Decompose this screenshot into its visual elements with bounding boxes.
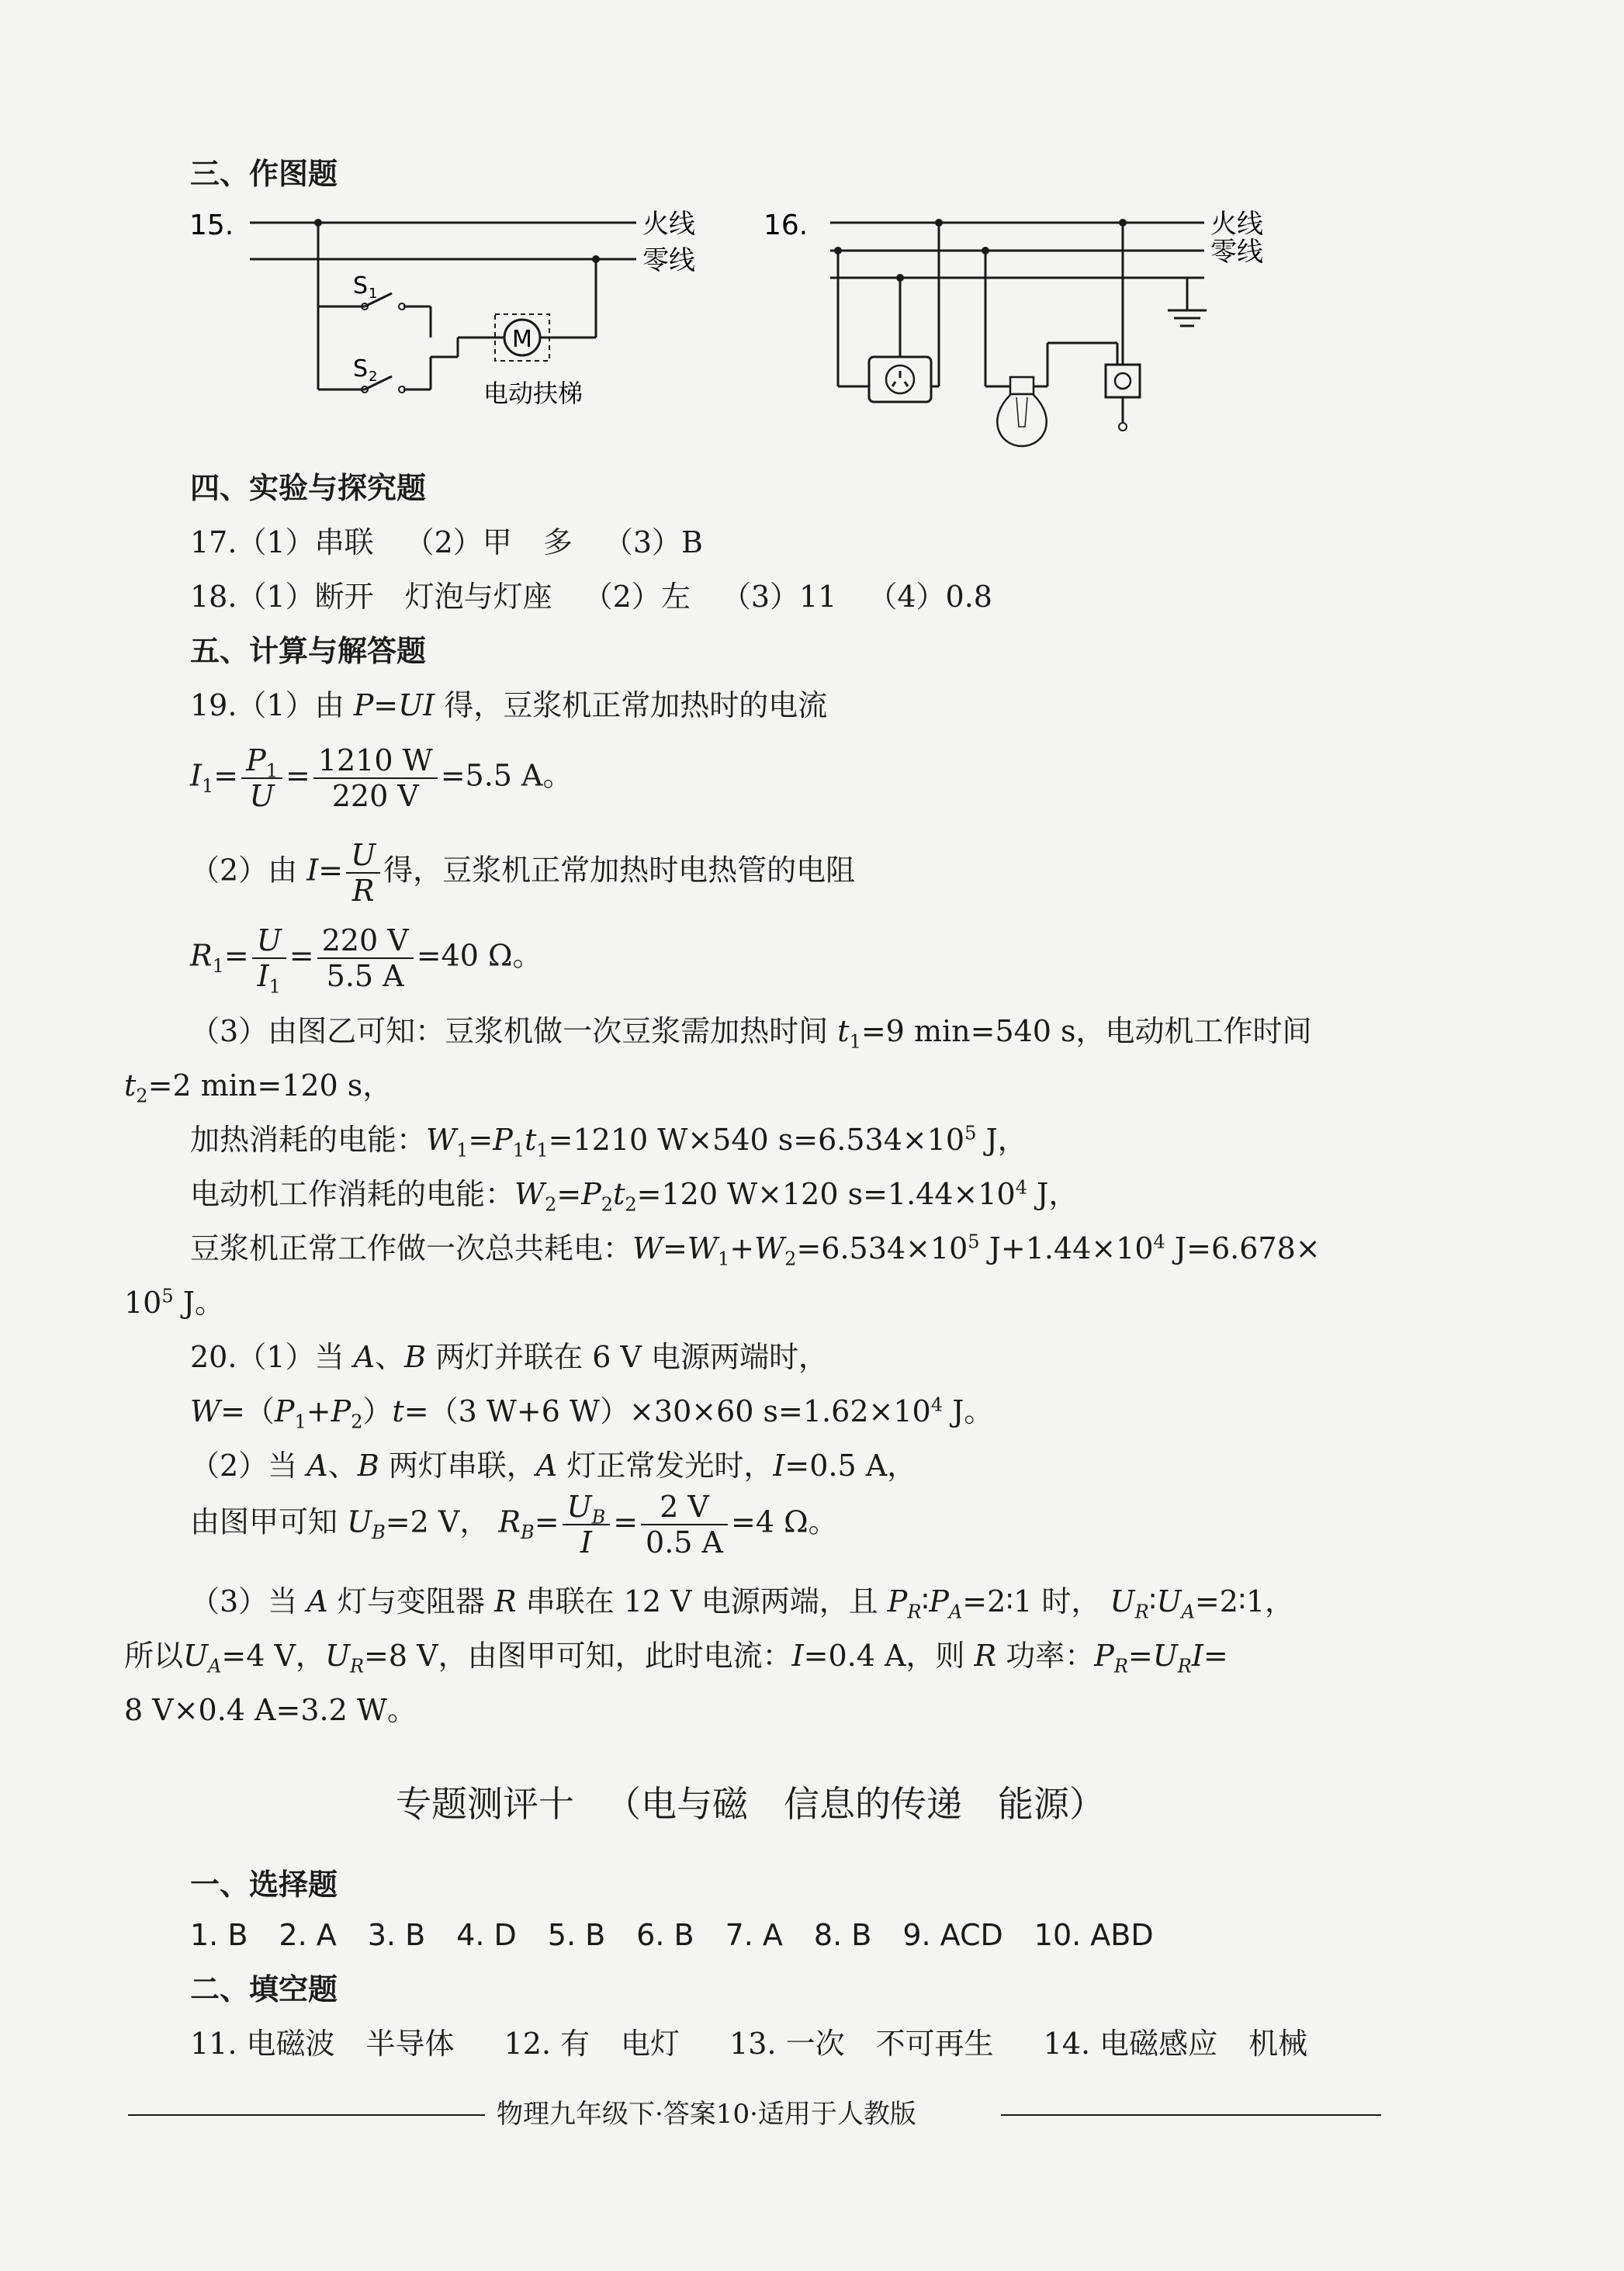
section-heading-experiment: 四、实验与探究题 <box>190 471 427 505</box>
q19-line-1: 19.（1）由 P=UI 得，豆浆机正常加热时的电流 <box>190 688 828 722</box>
unit-title: 专题测评十 （电与磁 信息的传递 能源） <box>396 1783 1105 1825</box>
answer-17: 17.（1）串联 （2）甲 多 （3）B <box>190 525 703 559</box>
q19-line-4: $t_2=2$ min=120 s， <box>124 1068 393 1107</box>
page-footer <box>0 2095 1624 2134</box>
wall-switch-icon <box>1106 365 1140 397</box>
q20-line-7: 8 V×0.4 A=3.2 W。 <box>124 1693 417 1727</box>
svg-text:M: M <box>512 326 532 353</box>
socket-icon <box>869 357 931 402</box>
q20-line-6: 所以$U_A=4$ V，$U_R=8$ V，由图甲可知，此时电流：I=0.4 A，则 R 功率：$P_R=U_RI=$ <box>124 1639 1228 1677</box>
switch-s1-label: S <box>353 272 369 299</box>
neutral-wire-label-16: 零线 <box>1210 237 1263 268</box>
section-heading-calculation: 五、计算与解答题 <box>190 634 427 668</box>
fig16-number: 16. <box>764 209 809 241</box>
q20-line-1: 20.（1）当 A、B 两灯并联在 6 V 电源两端时， <box>190 1340 829 1374</box>
choice-answers: 1. B 2. A 3. B 4. D 5. B 6. B 7. A 8. B 9. ACD 10. ABD <box>190 1918 1154 1952</box>
section-heading-fill: 二、填空题 <box>190 1972 338 2006</box>
fig15-number: 15. <box>189 209 234 241</box>
section-heading-choice: 一、选择题 <box>190 1868 338 1902</box>
escalator-caption: 电动扶梯 <box>483 379 583 408</box>
live-wire-label: 火线 <box>642 209 695 240</box>
circuit-diagram-15 <box>178 194 722 427</box>
section-heading-drawing: 三、作图题 <box>190 157 338 191</box>
q19-line-3: （3）由图乙可知：豆浆机做一次豆浆需加热时间 $t_1=9$ min=540 s，电动机工作时间 <box>190 1014 1312 1053</box>
answer-18: 18.（1）断开 灯泡与灯座 （2）左 （3）11 （4）0.8 <box>190 580 992 614</box>
q19-line-6: 电动机工作消耗的电能：$W_2=P_2t_2=120$ W×120 $s=1.44\times 10^4$ J， <box>190 1176 1079 1216</box>
q19-current-formula: $I_1=$ $\frac{P_1}{U}$ = $\frac{1210 W}{220 V}$ =5.5 A。 <box>190 743 573 813</box>
switch-s2-label: S <box>353 355 369 383</box>
circuit-diagram-16 <box>753 194 1296 458</box>
light-bulb-icon <box>997 394 1046 446</box>
lamp-holder-icon <box>1010 377 1034 394</box>
q19-line-5: 加热消耗的电能：$W_1=P_1t_1=1210$ W×540 $s=6.534\times 10^5$ J， <box>190 1122 1027 1161</box>
q19-line-2: （2）由 I= $\frac{U}{R}$ 得，豆浆机正常加热时电热管的电阻 <box>190 838 856 908</box>
svg-text:2: 2 <box>369 369 378 385</box>
q19-line-8: $10^5$ J。 <box>124 1285 224 1320</box>
q19-line-7: 豆浆机正常工作做一次总共耗电：$W=W_1+W_2=6.534\times 10^5$ $J+1.44\times 10^4$ J=6.678× <box>190 1231 1321 1270</box>
q20-line-3: （2）当 A、B 两灯串联，A 灯正常发光时，I=0.5 A， <box>190 1449 917 1483</box>
footer-text: 物理九年级下·答案10·适用于人教版 <box>497 2099 916 2130</box>
q20-line-2: $W=(P_1+P_2)t=(3$ W+6 W）×30×60 $s=1.62\times 10^4$ J。 <box>190 1393 994 1433</box>
svg-text:1: 1 <box>369 286 378 302</box>
live-wire-label-16: 火线 <box>1210 209 1263 240</box>
fill-answers: 11. 电磁波 半导体 12. 有 电灯 13. 一次 不可再生 14. 电磁感应 机械 <box>190 2027 1308 2061</box>
q20-line-5: （3）当 A 灯与变阻器 R 串联在 12 V 电源两端，且 $P_R∶P_A=2∶1$ 时， $U_R∶U_A=2∶1$， <box>190 1584 1294 1623</box>
neutral-wire-label: 零线 <box>642 245 695 276</box>
q19-resistance-formula: $R_1=$ $\frac{U}{I_1}$ = $\frac{220 V}{5.5 A}$ =40 Ω。 <box>190 923 542 998</box>
q20-line-4: 由图甲可知 $U_B=2$ V， $R_B=$ $\frac{U_B}{I}$ = $\frac{2 V}{0.5 A}$ =4 Ω。 <box>190 1490 838 1560</box>
